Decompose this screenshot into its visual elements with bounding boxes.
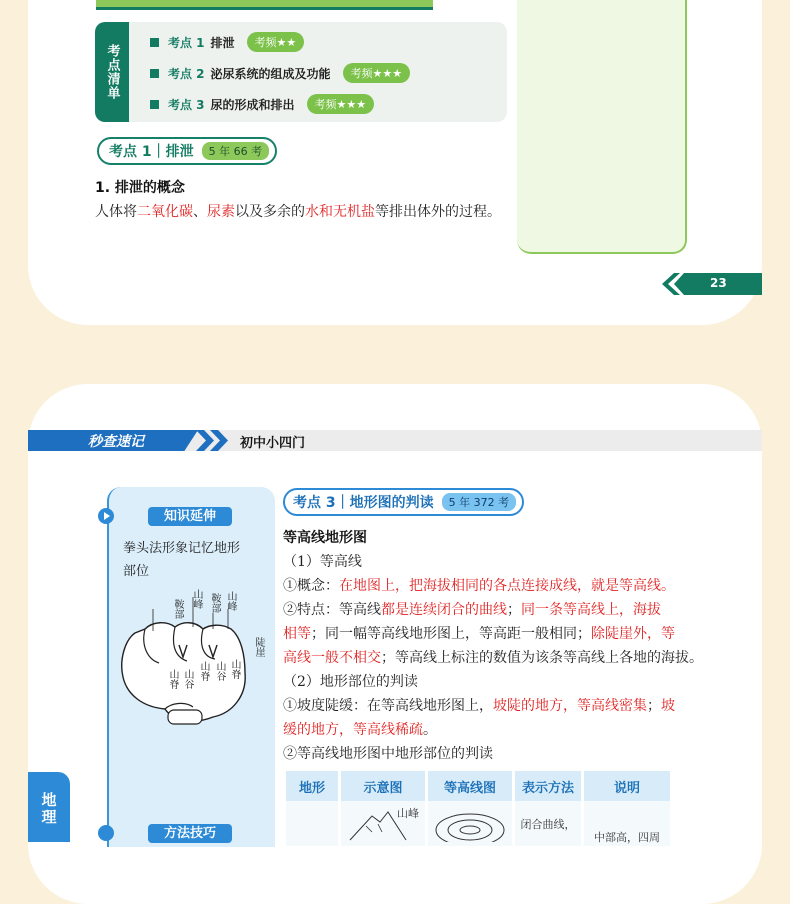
sidebar-text-1: 拳头法形象记忆地形 xyxy=(123,541,241,556)
contour-lines-icon xyxy=(429,802,511,842)
terrain-table xyxy=(283,771,673,846)
notes-panel xyxy=(517,0,687,254)
frequency-badge: 考频★★★ xyxy=(343,63,411,83)
table-cell xyxy=(286,801,338,846)
page-number-tab xyxy=(662,273,762,295)
exam-count-badge: 5 年 66 考 xyxy=(202,142,270,160)
text-line: ②等高线地形图中地形部位的判读 xyxy=(283,746,493,762)
table-cell: 中部高，四周 xyxy=(584,801,670,846)
table-header-row xyxy=(286,771,670,801)
play-icon xyxy=(98,825,114,841)
frequency-badge: 考频★★ xyxy=(247,32,305,52)
summary-item-1: 考点 1 排泄 考频★★ xyxy=(150,32,304,52)
exam-count-badge: 5 年 372 考 xyxy=(442,493,516,511)
sidebar-title: 知识延伸 xyxy=(148,507,232,526)
chevron-right-icon xyxy=(196,430,236,451)
sidebar-text-2: 部位 xyxy=(123,564,150,579)
bullet-square-icon xyxy=(150,100,159,109)
section-heading: 等高线地形图 xyxy=(283,530,367,546)
mountain-diagram-cell: 山峰 xyxy=(341,801,425,846)
column-header: 说明 xyxy=(584,771,670,801)
text-line: 相等；同一幅等高线地形图上，等高距一般相同；除陡崖外，等 xyxy=(283,626,675,642)
page-number: 23 xyxy=(710,276,727,290)
section-heading: 1. 排泄的概念 xyxy=(95,180,185,196)
header-logo: 秒查速记 xyxy=(88,434,144,450)
text-line: 高线一般不相交；等高线上标注的数值为该条等高线上各地的海拔。 xyxy=(283,650,703,666)
header-bar-fragment xyxy=(96,0,433,10)
definition-paragraph: 人体将二氧化碳、尿素以及多余的水和无机盐等排出体外的过程。 xyxy=(95,204,501,220)
text-line: （2）地形部位的判读 xyxy=(283,674,418,690)
column-header: 地形 xyxy=(286,771,338,801)
header-title: 初中小四门 xyxy=(240,436,306,451)
bullet-square-icon xyxy=(150,38,159,47)
fist-vertical-labels: 山峰 鞍部 鞍部 山峰 陡崖 山脊 山谷 山脊 山谷 山脊 xyxy=(167,589,264,689)
section-tag: 考点 1｜排泄 5 年 66 考 xyxy=(97,137,277,165)
text-line: ①概念：在地图上，把海拔相同的各点连接成线，就是等高线。 xyxy=(283,578,675,594)
play-icon xyxy=(98,508,114,524)
section-tag: 考点 3｜地形图的判读 5 年 372 考 xyxy=(283,488,524,516)
column-header: 等高线图 xyxy=(428,771,512,801)
contour-diagram-cell xyxy=(428,801,512,846)
column-header: 表示方法 xyxy=(515,771,581,801)
subject-tab: 地理 xyxy=(28,772,70,842)
frequency-badge: 考频★★★ xyxy=(307,94,375,114)
text-line: ②特点：等高线都是连续闭合的曲线；同一条等高线上，海拔 xyxy=(283,602,661,618)
sidebar-bottom-title: 方法技巧 xyxy=(148,824,232,843)
summary-item-3: 考点 3 尿的形成和排出 考频★★★ xyxy=(150,94,374,114)
bullet-square-icon xyxy=(150,69,159,78)
summary-side-label: 考点清单 xyxy=(95,22,129,122)
text-line: （1）等高线 xyxy=(283,554,362,570)
column-header: 示意图 xyxy=(341,771,425,801)
summary-item-2: 考点 2 泌尿系统的组成及功能 考频★★★ xyxy=(150,63,410,83)
text-line: ①坡度陡缓：在等高线地形图上，坡陡的地方，等高线密集；坡 xyxy=(283,698,675,714)
table-cell: 闭合曲线， xyxy=(515,801,581,846)
table-row xyxy=(286,801,670,846)
text-line: 缓的地方，等高线稀疏。 xyxy=(283,722,437,738)
